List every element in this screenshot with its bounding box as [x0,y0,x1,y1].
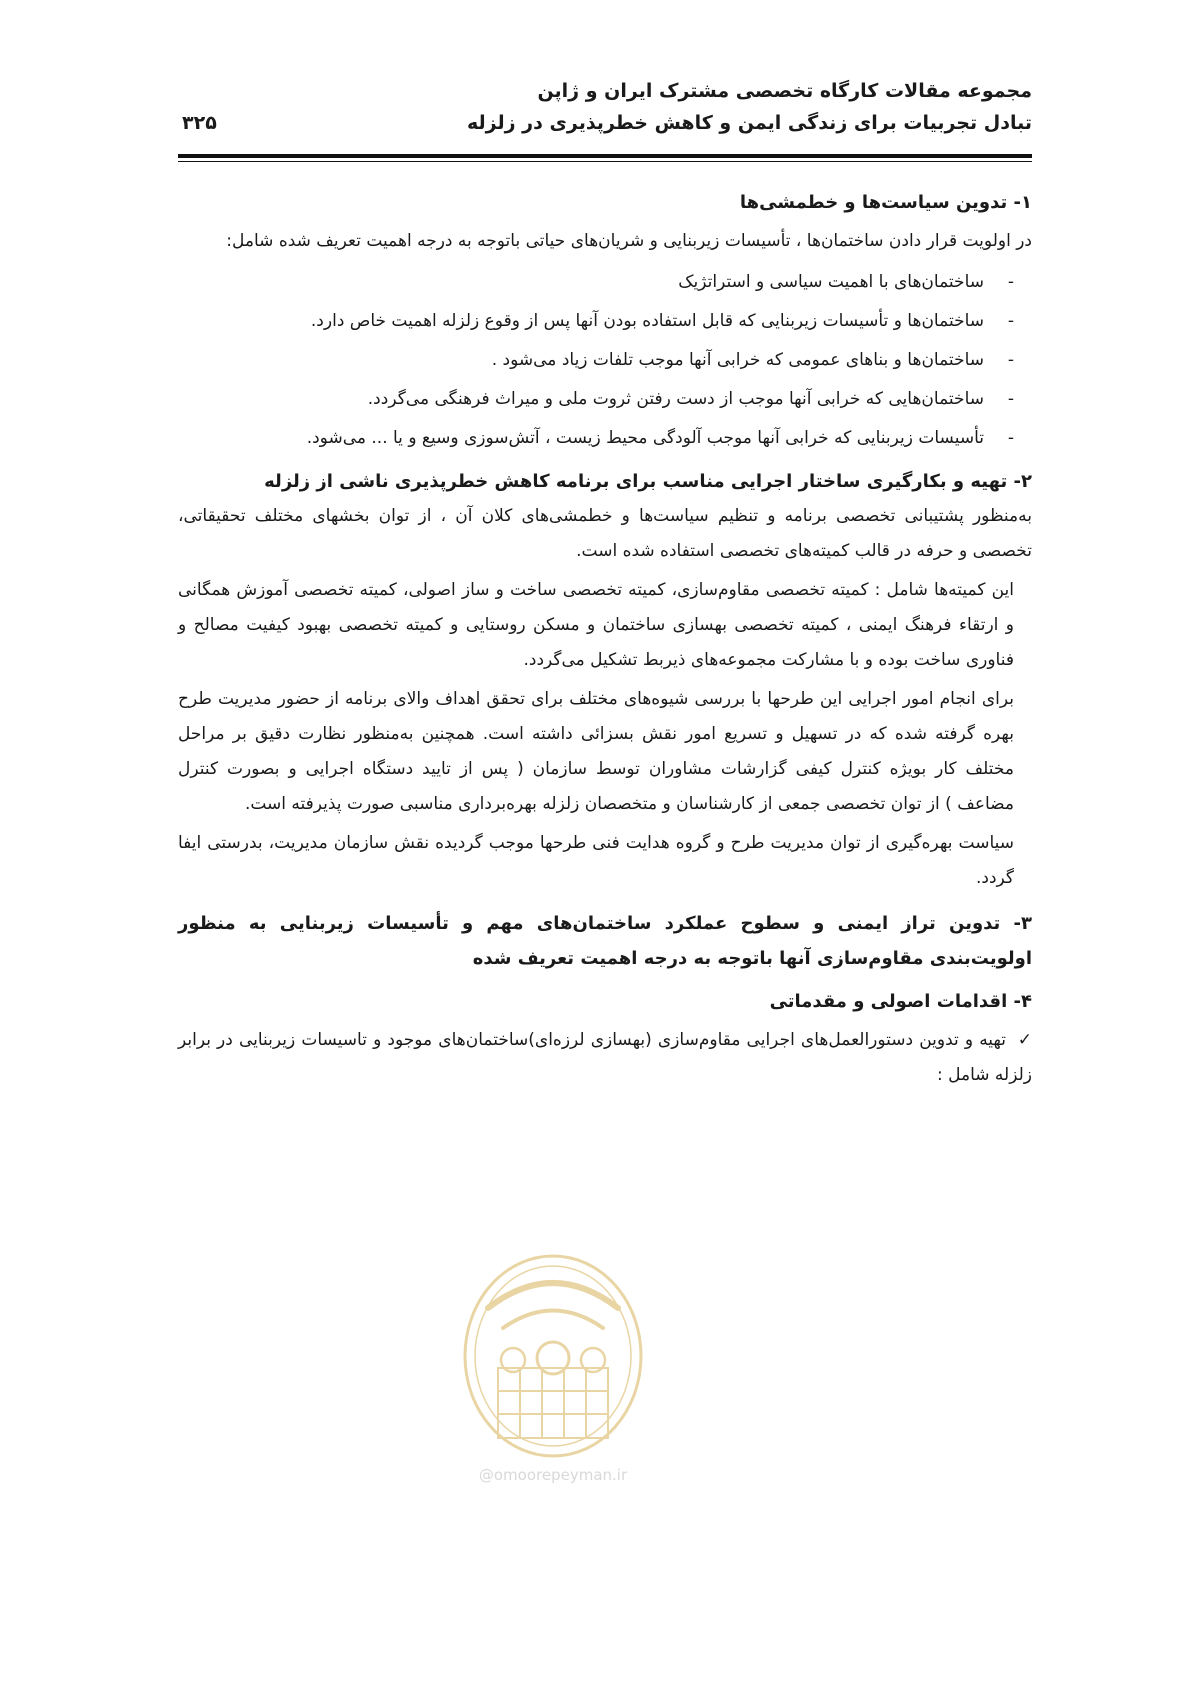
section-1-list [178,265,1032,456]
section-3-heading: ۳- تدوین تراز ایمنی و سطوح عملکرد ساختمان‌های مهم و تأسیسات زیربنایی به منظور اولویت‌بندی مقاوم‌سازی آنها باتوجه به درجه اهمیت تعریف شده [178,913,1032,969]
watermark-text: @omoorepeyman.ir [478,1466,628,1484]
page-header [178,70,1032,156]
dash-bullet: - [1007,272,1014,292]
watermark-seal [458,1248,648,1498]
list-item: -ساختمان‌ها و بناهای عمومی که خرابی آنها موجب تلفات زیاد می‌شود . [178,343,1032,378]
section-2-heading: ۲- تهیه و بکارگیری ساختار اجرایی مناسب برای برنامه کاهش خطرپذیری ناشی از زلزله [264,471,1032,492]
list-item: -ساختمان‌ها و تأسیسات زیربنایی که قابل استفاده بودن آنها پس از وقوع زلزله اهمیت خاص دارد. [178,304,1032,339]
list-item: -ساختمان‌های با اهمیت سیاسی و استراتژیک [178,265,1032,300]
section-4-heading: ۴- اقدامات اصولی و مقدماتی [769,991,1032,1012]
list-item: -تأسیسات زیربنایی که خرابی آنها موجب آلودگی محیط زیست ، آتش‌سوزی وسیع و یا ... می‌شود. [178,421,1032,456]
section-2-paragraph-4: سیاست بهره‌گیری از توان مدیریت طرح و گروه هدایت فنی طرحها موجب گردیده نقش سازمان مدیریت، بدرستی ایفا گردد. [178,833,1014,888]
header-subtitle: تبادل تجربیات برای زندگی ایمن و کاهش خطرپذیری در زلزله [467,112,1032,134]
dash-bullet: - [1007,350,1014,370]
watermark-seal-icon [458,1248,648,1463]
section-2-paragraph-3: برای انجام امور اجرایی این طرحها با بررسی شیوه‌های مختلف برای تحقق اهداف والای برنامه از حضور مدیریت طرح بهره گرفته شده که در تسهیل و تسریع امور نقش بسزائی داشته است. همچنین به‌منظور نظارت دقیق بر مراحل مختلف کار بویژه کنترل کیفی گزارشات مشاوران توسط سازمان ( پس از تایید دستگاه اجرایی و بصورت کنترل مضاعف ) از توان تخصصی جمعی از کارشناسان و متخصصان زلزله بهره‌برداری مناسبی صورت پذیرفته است. [178,689,1014,814]
section-1-intro: در اولویت قرار دادن ساختمان‌ها ، تأسیسات زیربنایی و شریان‌های حیاتی باتوجه به درجه اهمیت تعریف شده شامل: [226,231,1032,251]
header-rule-thick [178,154,1032,158]
checkmark-icon: ✓ [1017,1030,1032,1050]
dash-bullet: - [1007,428,1014,448]
dash-bullet: - [1007,311,1014,331]
header-title: مجموعه مقالات کارگاه تخصصی مشترک ایران و ژاپن [537,80,1032,102]
header-rule-thin [178,161,1032,162]
section-2-paragraph-1: به‌منظور پشتیبانی تخصصی برنامه و تنظیم سیاست‌ها و خطمشی‌های کلان آن ، از توان بخشهای مختلف تحقیقاتی، تخصصی و حرفه در قالب کمیته‌های تخصصی استفاده شده است. [178,506,1032,561]
section-1-heading: ۱- تدوین سیاست‌ها و خطمشی‌ها [739,192,1032,213]
list-item: -ساختمان‌هایی که خرابی آنها موجب از دست رفتن ثروت ملی و میراث فرهنگی می‌گردد. [178,382,1032,417]
check-item-text: تهیه و تدوین دستورالعمل‌های اجرایی مقاوم‌سازی (بهسازی لرزه‌ای)ساختمان‌های موجود و تاسیسات زیربنایی در برابر زلزله شامل : [178,1030,1032,1085]
section-2-paragraph-2: این کمیته‌ها شامل : کمیته تخصصی مقاوم‌سازی، کمیته تخصصی ساخت و ساز اصولی، کمیته تخصصی آموزش همگانی و ارتقاء فرهنگ ایمنی ، کمیته تخصصی بهسازی ساختمان و مسکن روستایی و کمیته تخصصی بهبود کیفیت مصالح و فناوری ساخت بوده و با مشارکت مجموعه‌های ذیربط تشکیل می‌گردد. [178,580,1014,670]
section-4-check-item [178,1023,1032,1093]
dash-bullet: - [1007,389,1014,409]
document-body [178,185,1032,1093]
page-number: ۳۲۵ [182,112,217,134]
